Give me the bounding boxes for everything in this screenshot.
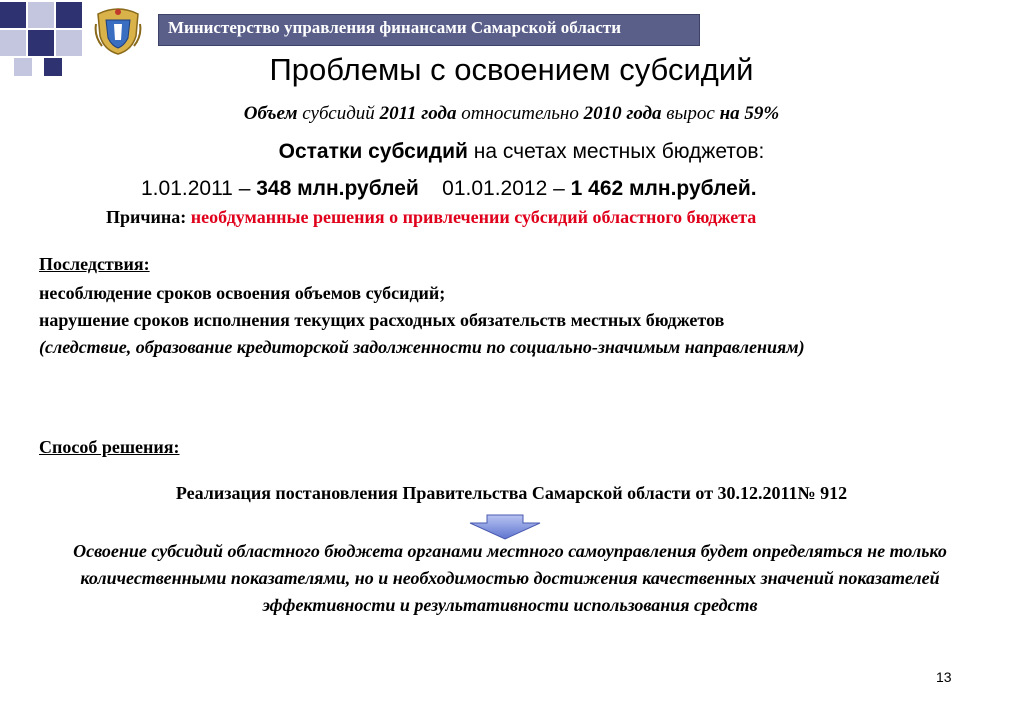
slide-title: Проблемы с освоением субсидий (269, 52, 754, 87)
consequence-item: нарушение сроков исполнения текущих расходных обязательств местных бюджетов (39, 310, 725, 330)
decree-text: Реализация постановления Правительства Самарской области от 30.12.2011№ 912 (175, 483, 848, 503)
page-number: 13 (936, 669, 952, 685)
down-arrow-icon (469, 514, 541, 540)
subsidy-remains-values: 1.01.2011 – 348 млн.рублей 01.01.2012 – 1 462 млн.рублей. (141, 177, 757, 200)
consequence-note: (следствие, образование кредиторской задолженности по социально-значимым направлениям) (39, 337, 805, 357)
coat-of-arms-icon (92, 6, 144, 56)
reason: Причина: необдуманные решения о привлечении субсидий областного бюджета (106, 207, 757, 227)
solution-heading: Способ решения: (39, 437, 180, 457)
consequences-list (39, 280, 959, 361)
consequence-item: несоблюдение сроков освоения объемов субсидий; (39, 283, 446, 303)
ministry-title: Министерство управления финансами Самарской области (168, 18, 622, 37)
subsidy-growth: Объем субсидий 2011 года относительно 2010 года вырос на 59% (243, 103, 780, 124)
result-text: Освоение субсидий областного бюджета органами местного самоуправления будет определяться не только количественными показателями, но и необходимостью достижения качественных значений показателей эффективности и результативности использования средств (73, 541, 947, 615)
consequences-heading: Последствия: (39, 254, 150, 274)
subsidy-remains: Остатки субсидий на счетах местных бюджетов: (278, 140, 765, 163)
